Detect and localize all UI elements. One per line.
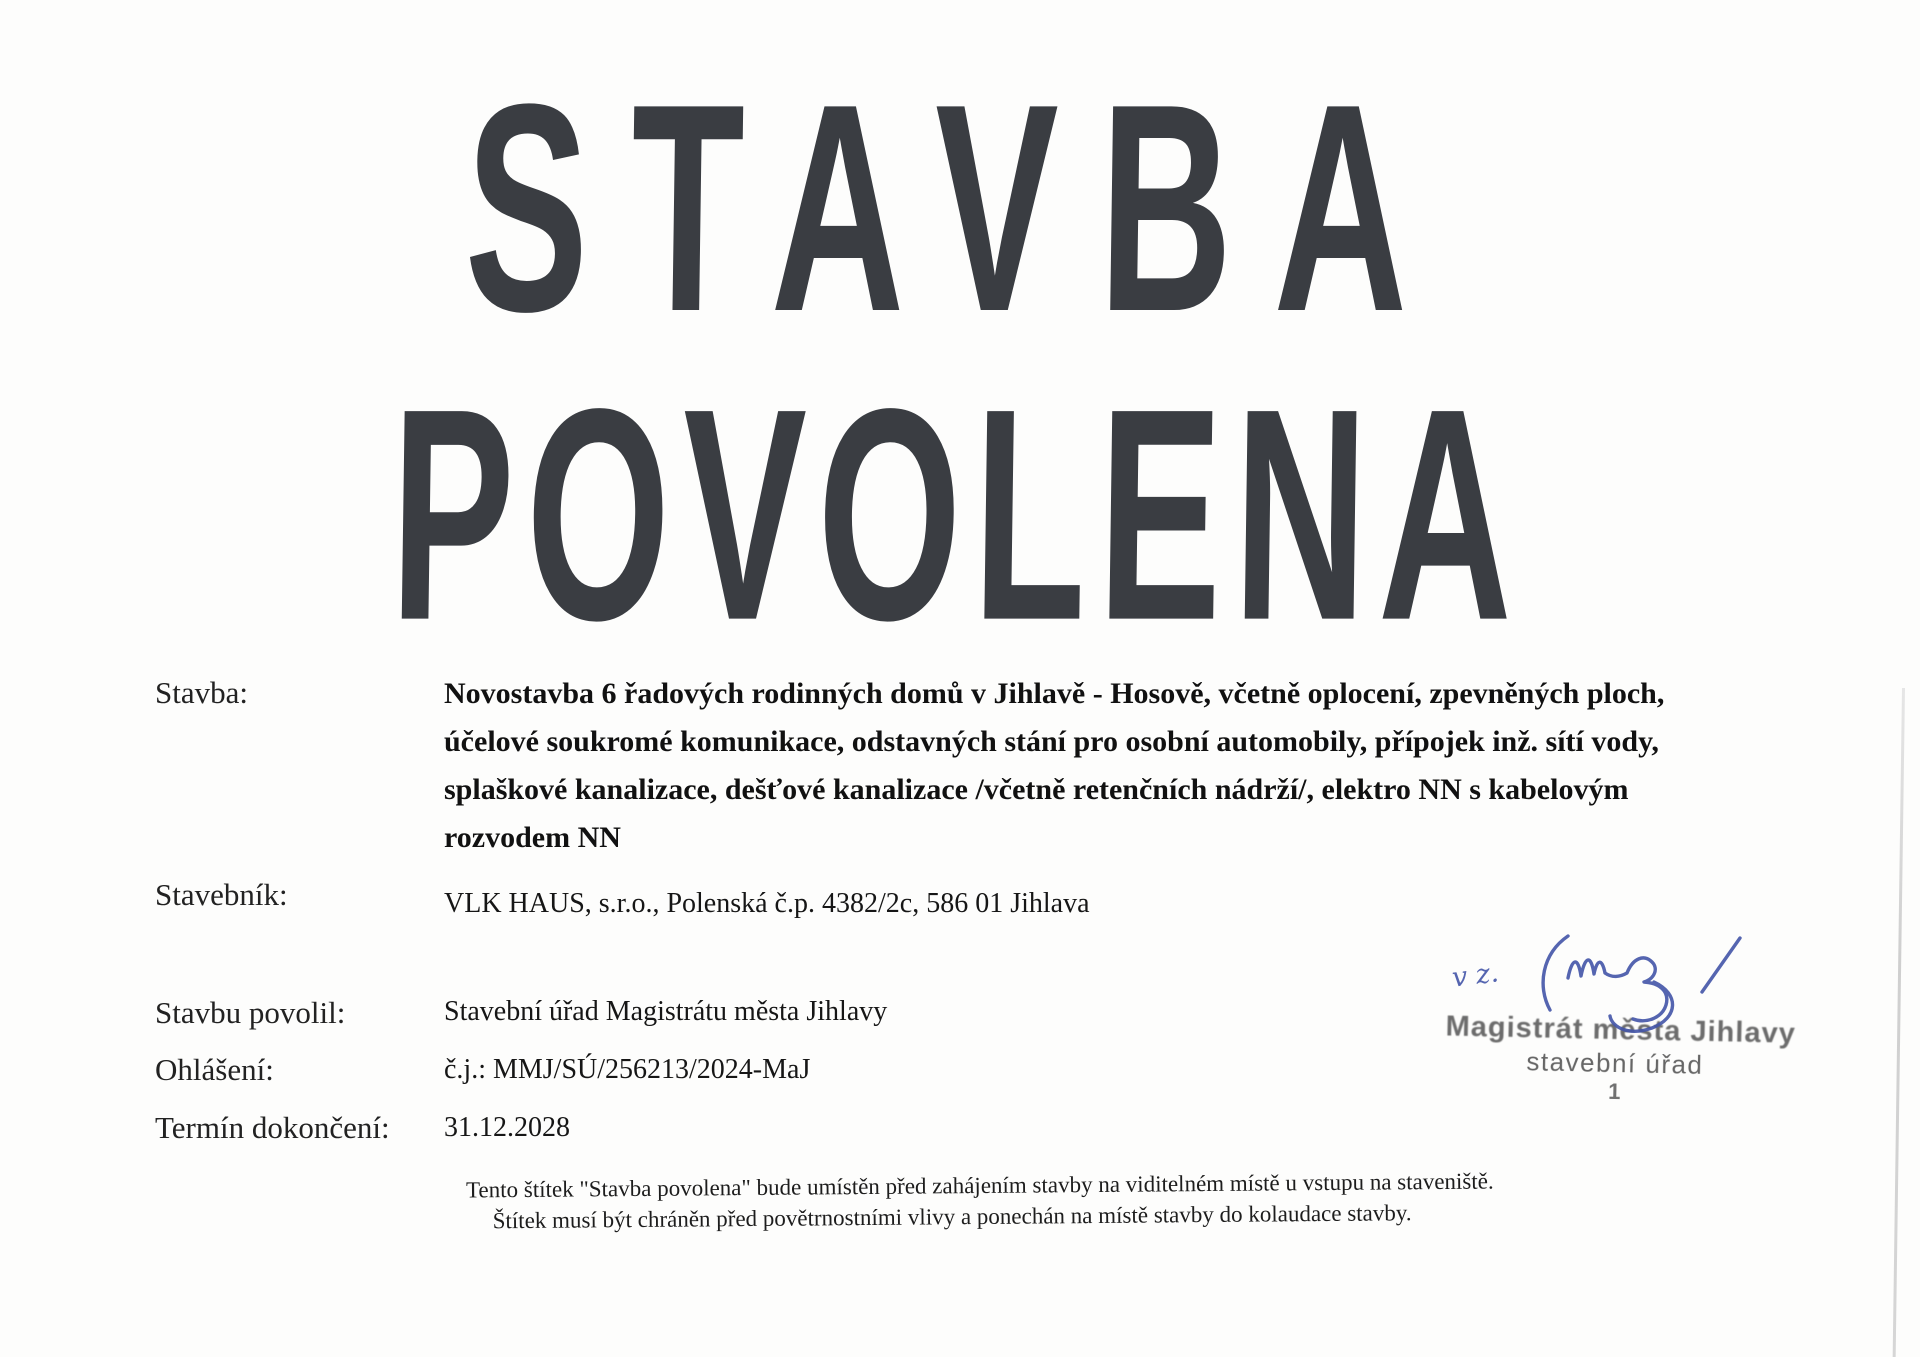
value-termin-dokonceni: 31.12.2028	[444, 1112, 570, 1143]
signature-descender-stroke	[1610, 982, 1673, 1031]
value-stavba-description	[444, 670, 1844, 862]
label-stavbu-povolil: Stavbu povolil:	[155, 995, 346, 1030]
label-stavebnik: Stavebník:	[155, 877, 288, 912]
stavba-description-line: splaškové kanalizace, dešťové kanalizace /včetně retenčních nádrží/, elektro NN s kabelovým	[444, 773, 1629, 806]
label-stavba: Stavba:	[155, 675, 248, 710]
footer-line-2: Štítek musí být chráněn před povětrnostními vlivy a ponechán na místě stavby do kolaudace stavby.	[492, 1200, 1412, 1234]
headline-povolena: POVOLENA	[388, 348, 1528, 684]
stamp-authority-line: Magistrát města Jihlavy	[1445, 1010, 1797, 1050]
stavba-description-line: rozvodem NN	[444, 821, 621, 854]
signature-slash-stroke	[1702, 938, 1740, 992]
signature-ink	[1440, 918, 1780, 1068]
footer-line-1: Tento štítek "Stavba povolena" bude umístěn před zahájením stavby na viditelném místě u vstupu na staveniště.	[465, 1168, 1494, 1203]
stamp-number: 1	[1607, 1078, 1621, 1105]
stamp-office-line: stavební úřad	[1526, 1046, 1704, 1080]
headline-stavba: STAVBA	[462, 44, 1453, 375]
stavba-description-line: účelové soukromé komunikace, odstavných stání pro osobní automobily, přípojek inž. sítí vody,	[444, 725, 1659, 758]
value-stavebnik: VLK HAUS, s.r.o., Polenská č.p. 4382/2c, 586 01 Jihlava	[444, 888, 1090, 919]
value-ohlaseni: č.j.: MMJ/SÚ/256213/2024-MaJ	[444, 1054, 811, 1085]
signature-scribble-stroke	[1568, 958, 1667, 1021]
value-stavbu-povolil: Stavební úřad Magistrátu města Jihlavy	[444, 996, 888, 1027]
signature-prefix: v z.	[1450, 957, 1501, 994]
signature-paren-stroke	[1543, 936, 1568, 1010]
footer-note	[20, 1162, 1920, 1241]
label-ohlaseni: Ohlášení:	[155, 1052, 274, 1087]
stavba-description-line: Novostavba 6 řadových rodinných domů v Jihlavě - Hosově, včetně oplocení, zpevněných ploch,	[444, 677, 1665, 710]
label-termin-dokonceni: Termín dokončení:	[155, 1110, 390, 1145]
scan-edge-artifact	[1893, 688, 1905, 1357]
